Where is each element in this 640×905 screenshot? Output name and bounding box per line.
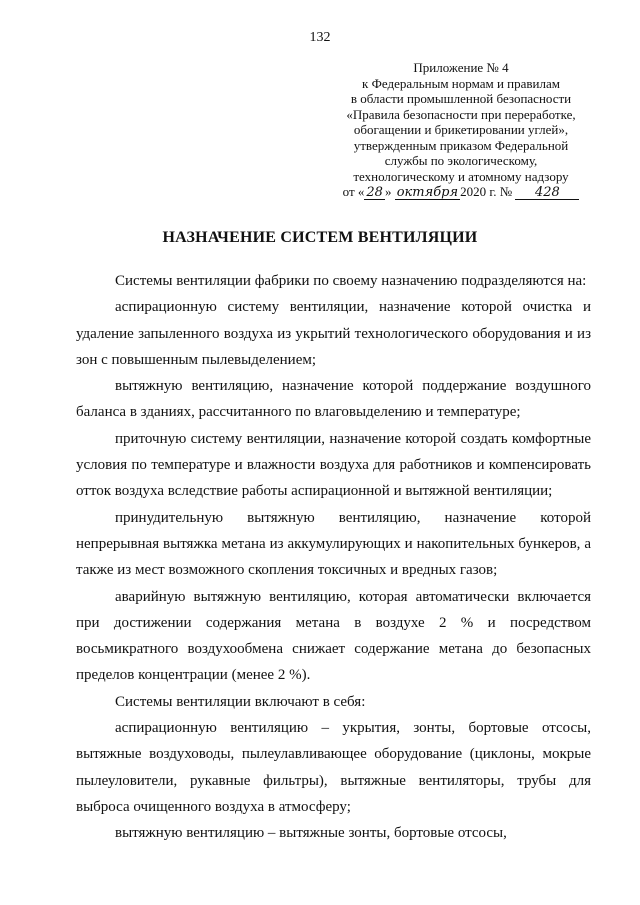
date-mid: » [384,184,395,199]
appendix-line: в области промышленной безопасности [350,91,572,106]
order-day: 28 [366,185,383,200]
paragraph: Системы вентиляции включают в себя: [115,693,366,710]
appendix-block [330,60,592,200]
order-year: 2020 г. № [460,184,516,199]
appendix-line: утвержденным приказом Федеральной [353,137,569,153]
page-number: 132 [309,30,331,45]
appendix-line: «Правила безопасности при переработке, [346,106,576,122]
appendix-line: обогащении и брикетировании углей», [353,122,569,137]
date-prefix: от « [342,184,365,199]
paragraph: вытяжную вентиляцию – вытяжные зонты, бортовые отсосы, [115,825,507,842]
order-number: 428 [515,186,579,200]
appendix-line: технологическому и атомному надзору [353,168,569,184]
paragraph: аварийную вытяжную вентиляцию, которая автоматически включается при достижении содержания метана в воздухе 2 % и посредством восьмикратного воздухообмена снижает содержание метана до безопасных пределов концентрации (менее 2 %). [76,588,591,684]
document-body [76,268,591,847]
paragraph: принудительную вытяжную вентиляцию, назначение которой непрерывная вытяжка метана из аккумулирующих и накопительных бункеров, а также из мест возможного скопления токсичных и вредных газов; [76,509,591,579]
paragraph: аспирационную вентиляцию – укрытия, зонты, бортовые отсосы, вытяжные воздуховоды, пылеулавливающее оборудование (циклоны, мокрые пылеуловители, рукавные фильтры), вытяжные вентиляторы, трубы для выброса очищенного воздуха в атмосферу; [76,720,591,815]
order-month: октября [396,185,459,200]
paragraph: аспирационную систему вентиляции, назначение которой очистка и удаление запыленного воздуха из укрытий технологического оборудования и из зон с повышенным пылевыделением; [76,299,591,368]
paragraph: вытяжную вентиляцию, назначение которой поддержание воздушного баланса в зданиях, рассчитанного по влаговыделению и температуре; [76,378,591,421]
appendix-line: к Федеральным нормам и правилам [362,75,560,91]
paragraph: Системы вентиляции фабрики по своему назначению подразделяются на: [115,273,587,289]
paragraph: приточную систему вентиляции, назначение которой создать комфортные условия по температуре и влажности воздуха для работников и компенсировать отток воздуха вследствие работы аспирационной и вытяжной вентиляции; [76,430,591,500]
appendix-line: службы по экологическому, [384,153,538,168]
section-heading: НАЗНАЧЕНИЕ СИСТЕМ ВЕНТИЛЯЦИИ [162,229,478,246]
appendix-line: Приложение № 4 [413,60,509,75]
order-date-line [330,184,592,200]
